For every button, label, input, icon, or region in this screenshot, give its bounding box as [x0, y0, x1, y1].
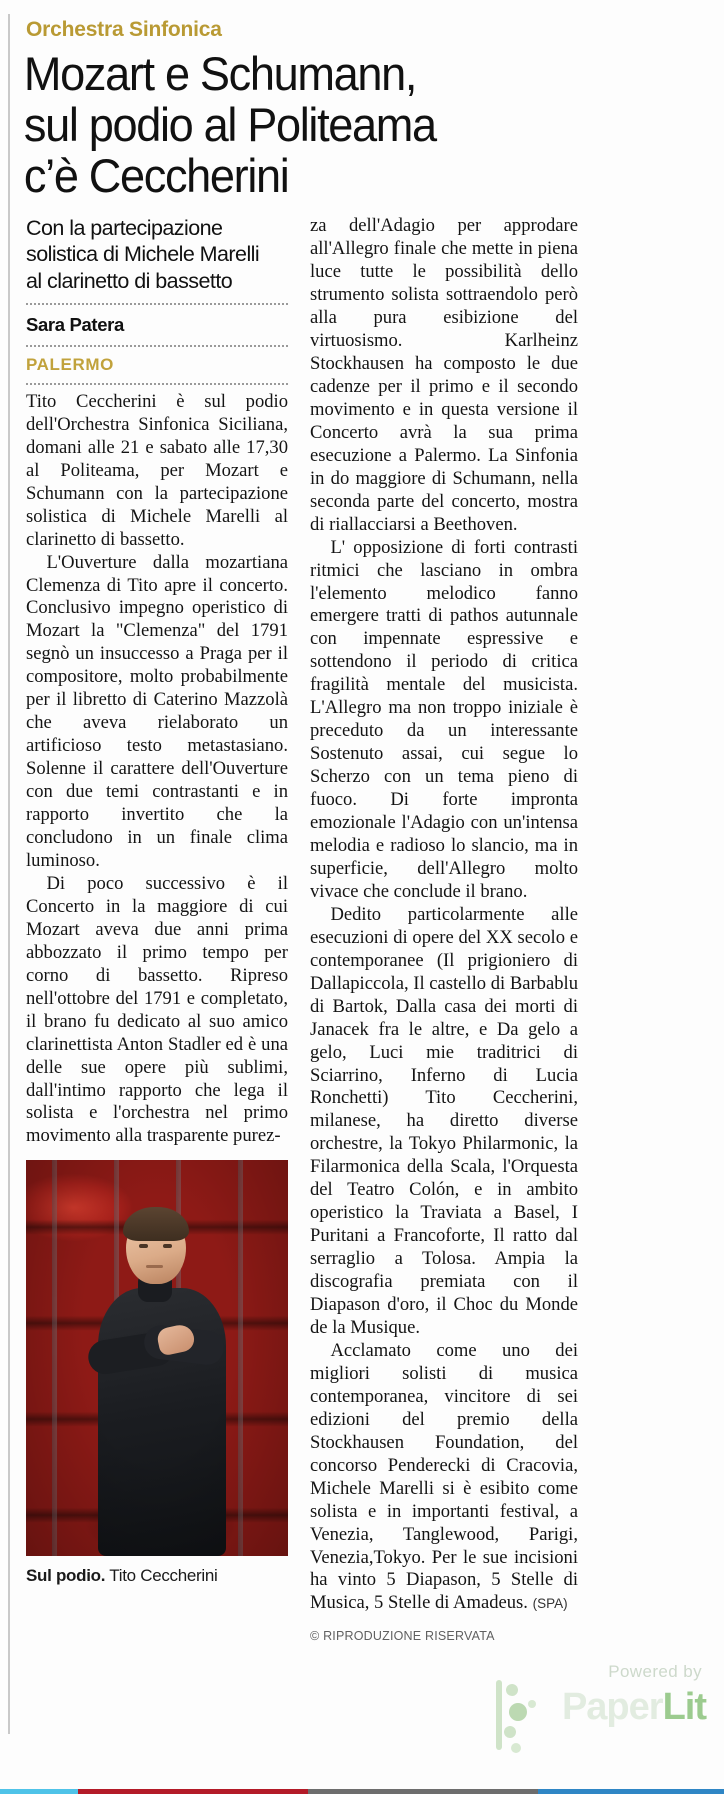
watermark-brand-second: Lit: [662, 1686, 706, 1728]
body-text-right: [310, 215, 578, 1615]
article-dateline: PALERMO: [26, 354, 114, 374]
article-headline: [22, 49, 671, 201]
headline-line-1: Mozart e Schumann,: [23, 47, 417, 100]
watermark-brand-first: Paper: [561, 1686, 663, 1728]
article-standfirst: [26, 215, 288, 294]
column-right: [310, 215, 578, 1643]
body-text-left: [26, 385, 288, 1148]
paragraph: L' opposizione di forti contrasti ritmici che lasciano in ombra l'elemento melodico fanno emergere tratti di pathos autunnale con impennate espressive e sottendono il periodo di critica fragilità mentale del musicista. L'Allegro ma non troppo iniziale è preceduto da un interessante Sostenuto assai, cui segue lo Scherzo con un tema pieno di fuoco. Di forte impronta emozionale l'Adagio con un'intensa melodia e radioso lo slancio, ma in superficie, dell'Allegro molto vivace che conclude il brano.: [310, 536, 578, 902]
article-photo: [26, 1160, 288, 1556]
bottom-color-strip: [0, 1789, 724, 1794]
paperlit-watermark: [496, 1660, 706, 1764]
headline-line-2: sul podio al Politeama: [23, 97, 436, 151]
paragraph: Di poco successivo è il Concerto in la maggiore di cui Mozart aveva due anni prima abbozzato il primo tempo per corno di bassetto. Ripreso nell'ottobre del 1791 e completato, il brano fu dedicato al suo amico clarinettista Anton Stadler ed è una delle sue opere più sublimi, dall'intimo rapporto che lega il solista e l'orchestra nel primo movimento alla trasparente purez-: [26, 872, 288, 1147]
strip-segment-blue: [538, 1789, 724, 1794]
strip-segment-red: [78, 1789, 308, 1794]
paragraph: L'Ouverture dalla mozartiana Clemenza di Tito apre il concerto. Conclusivo impegno operistico di Mozart la "Clemenza" del 1791 segnò un insuccesso a Praga per il compositore, molto probabilmente per il libretto di Caterino Mazzolà che aveva rielaborato un artificioso testo metastasiano. Solenne il carattere dell'Ouverture con due temi contrastanti e in rapporto invertito che la concludono in un finale clima luminoso.: [26, 551, 288, 871]
article-byline: Sara Patera: [26, 313, 124, 335]
headline-line-3: c’è Ceccherini: [23, 148, 289, 202]
standfirst-line-1: Con la partecipazione: [26, 216, 223, 241]
paragraph: Dedito particolarmente alle esecuzioni di opere del XX secolo e contemporanee (Il prigioniero di Dallapiccola, Il castello di Barbablu di Bartok, Dalla casa dei morti di Janacek fra le altre, e Da gelo a gelo, Luci mie traditrici di Sciarrino, Inferno di Lucia Ronchetti) Tito Ceccherini, milanese, ha diretto diverse orchestre, la Tokyo Philarmonic, la Filarmonica della Scala, l'Orquesta del Teatro Colón, e in ambito operistico la Traviata a Basel, I Puritani a Francoforte, Il ratto dal serraglio a Tolosa. Ampia la discografia premiata con il Diapason d'oro, il Choc du Monde de la Musique.: [310, 903, 578, 1338]
copyright-notice: © RIPRODUZIONE RISERVATA: [310, 1629, 495, 1644]
standfirst-line-3: al clarinetto di bassetto: [26, 268, 233, 293]
article-photo-block: [26, 1160, 288, 1586]
photo-caption: [26, 1556, 288, 1586]
paragraph: Tito Ceccherini è sul podio dell'Orchestra Sinfonica Siciliana, domani alle 21 e sabato alle 17,30 al Politeama, per Mozart e Schumann con la partecipazione solistica di Michele Marelli al clarinetto di bassetto.: [26, 390, 288, 550]
column-left: [26, 215, 288, 1643]
strip-segment-cyan: [0, 1789, 78, 1794]
photo-vignette: [26, 1160, 288, 1556]
strip-segment-gray: [308, 1789, 538, 1794]
watermark-powered-label: Powered by: [608, 1662, 702, 1681]
paperlit-logo-icon: [496, 1678, 542, 1754]
paragraph-last: [310, 1340, 578, 1615]
watermark-brand: [562, 1686, 706, 1729]
paragraph-text: Acclamato come uno dei migliori solisti di musica contemporanea, vincitore di sei edizioni del premio della Stockhausen Foundation, del concorso Penderecki di Cracovia, Michele Marelli si è esibito come solista e in importanti festival, a Venezia, Tanglewood, Parigi, Venezia,Tokyo. Per le sue incisioni ha vinto 5 Diapason, 5 Stelle di Musica, 5 Stelle di Amadeus.: [310, 1339, 578, 1614]
article-kicker: Orchestra Sinfonica: [26, 18, 222, 41]
article-columns: [22, 215, 698, 1643]
agency-tag: (SPA): [532, 1596, 568, 1612]
paragraph: za dell'Adagio per approdare all'Allegro finale che mette in piena luce tutte le possibilità dello strumento solista sottraendolo però alla pura esibizione del virtuosismo. Karlheinz Stockhausen ha composto le due cadenze per il primo e il secondo movimento e in questa versione il Concerto avrà la sua prima esecuzione a Palermo. La Sinfonia in do maggiore di Schumann, nella seconda parte del concerto, mostra di riallacciarsi a Beethoven.: [310, 215, 578, 535]
photo-caption-text: Tito Ceccherini: [109, 1566, 218, 1586]
photo-caption-lead: Sul podio.: [26, 1566, 106, 1586]
standfirst-line-2: solistica di Michele Marelli: [26, 242, 260, 267]
